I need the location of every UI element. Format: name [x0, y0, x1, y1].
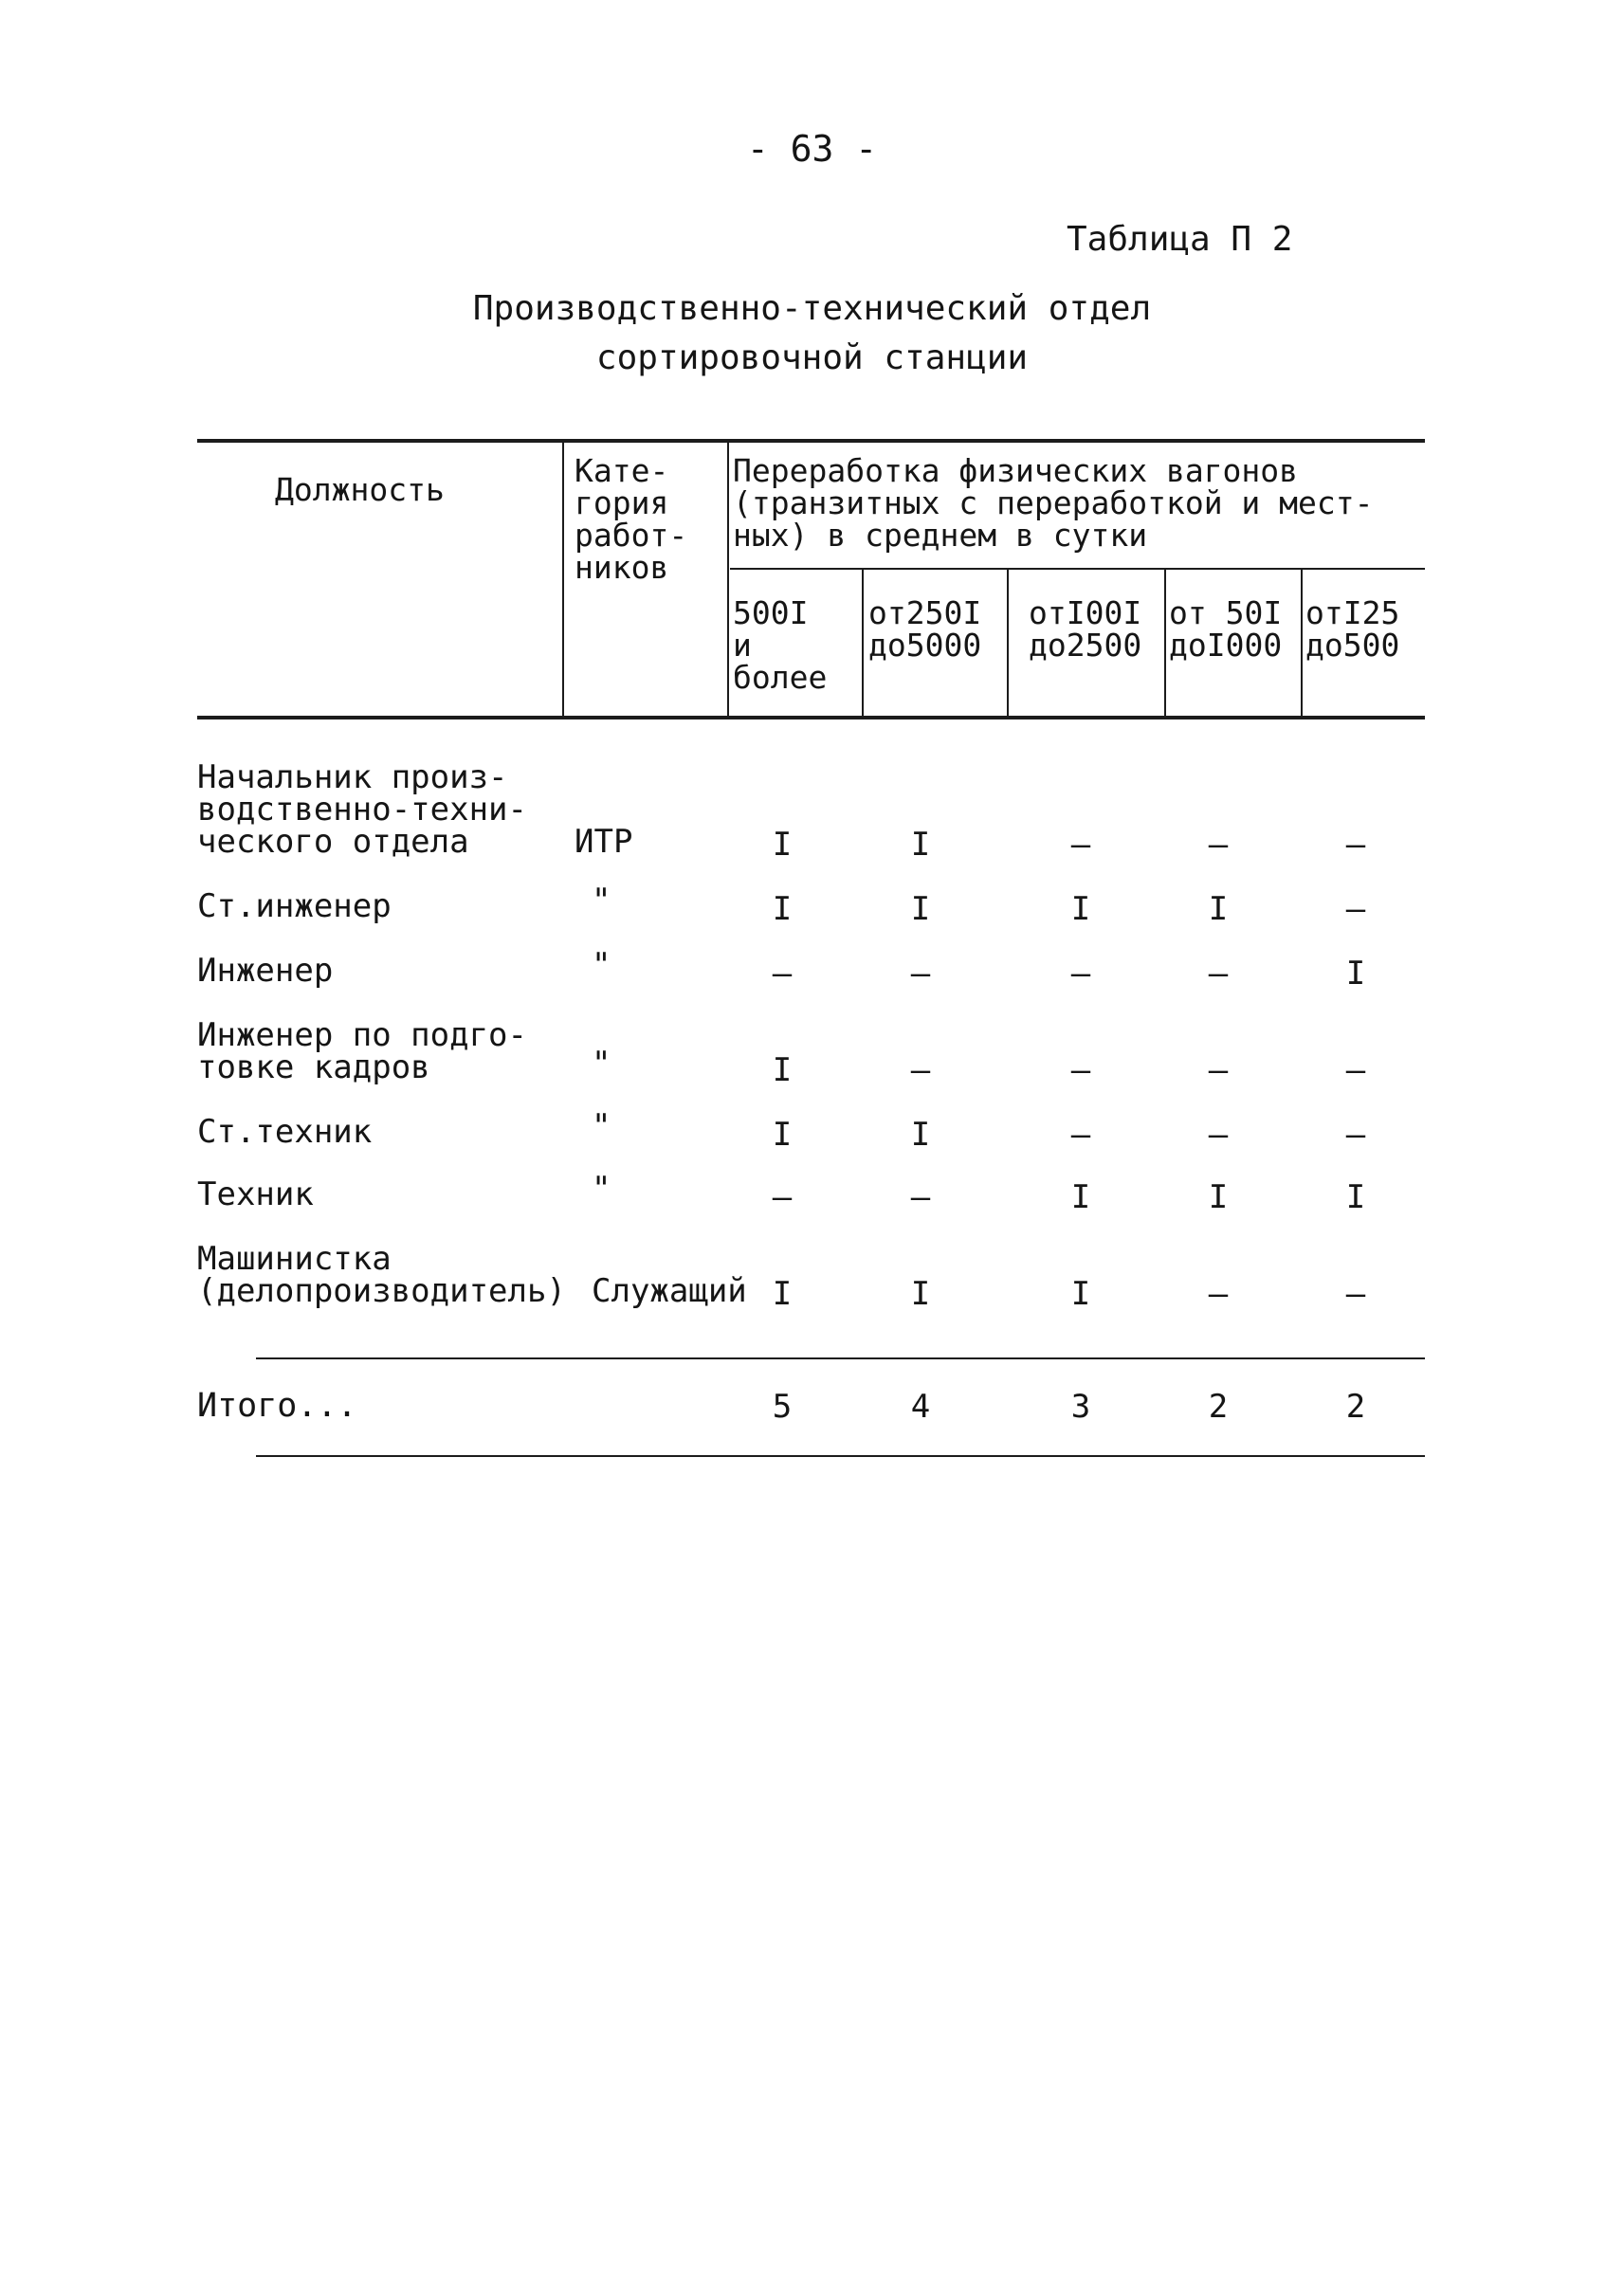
table-title-line-1: Производственно-технический отдел	[472, 289, 1152, 328]
row-value: –	[910, 1051, 931, 1089]
total-top-rule	[256, 1357, 1425, 1359]
row-position: Начальник произ- водственно-техни- ческого отдела	[197, 758, 527, 861]
total-bottom-rule	[256, 1455, 1425, 1457]
row-category: "	[592, 1045, 611, 1083]
total-value: 3	[1070, 1388, 1091, 1426]
row-value: –	[772, 955, 793, 993]
row-value: I	[1070, 890, 1091, 928]
row-value: I	[910, 1116, 931, 1154]
row-value: –	[772, 1178, 793, 1216]
row-value: I	[1345, 955, 1366, 993]
header-sub-3: отI00I до2500	[1029, 594, 1142, 664]
row-category: "	[592, 946, 611, 984]
row-value: –	[1070, 1116, 1091, 1154]
row-value: –	[1345, 1116, 1366, 1154]
header-category: Кате- гория работ- ников	[575, 452, 688, 586]
row-value: –	[1208, 1275, 1229, 1313]
row-category: ИТР	[575, 823, 633, 861]
row-category: Служащий	[592, 1272, 747, 1310]
table-top-rule	[197, 439, 1425, 443]
row-value: I	[1070, 1178, 1091, 1216]
table-title-line-2: сортировочной станции	[595, 338, 1029, 377]
row-position: Инженер по подго- товке кадров	[197, 1016, 527, 1086]
row-value: –	[1208, 1051, 1229, 1089]
row-value: I	[772, 890, 793, 928]
row-value: I	[1070, 1275, 1091, 1313]
row-position: Техник	[197, 1175, 314, 1213]
row-category: "	[592, 1170, 611, 1208]
row-value: –	[1345, 1051, 1366, 1089]
header-sub-2: от250I до5000	[868, 594, 982, 664]
total-value: 2	[1345, 1388, 1366, 1426]
total-value: 4	[910, 1388, 931, 1426]
divider-category-group	[727, 441, 729, 716]
divider-sub-2	[1007, 569, 1009, 716]
row-value: I	[910, 890, 931, 928]
row-value: –	[1070, 955, 1091, 993]
row-category: "	[592, 882, 611, 920]
divider-sub-3	[1164, 569, 1166, 716]
row-value: I	[910, 826, 931, 864]
total-value: 5	[772, 1388, 793, 1426]
row-value: –	[1345, 890, 1366, 928]
row-value: I	[772, 1275, 793, 1313]
row-value: I	[772, 1051, 793, 1089]
row-value: –	[910, 1178, 931, 1216]
total-value: 2	[1208, 1388, 1229, 1426]
divider-sub-4	[1301, 569, 1303, 716]
row-value: –	[1345, 1275, 1366, 1313]
header-sub-5: отI25 до500	[1305, 594, 1400, 664]
page-number: - 63 -	[746, 128, 878, 170]
row-category: "	[592, 1107, 611, 1145]
row-value: I	[910, 1275, 931, 1313]
row-value: –	[1208, 955, 1229, 993]
header-sub-4: от 50I доI000	[1169, 594, 1283, 664]
divider-position-category	[562, 441, 564, 716]
row-value: –	[1345, 826, 1366, 864]
row-position: Инженер	[197, 952, 334, 990]
header-position: Должность	[275, 471, 445, 508]
divider-sub-1	[862, 569, 864, 716]
header-sub-1: 500I и более	[733, 594, 828, 696]
row-value: I	[772, 826, 793, 864]
header-group: Переработка физических вагонов (транзитных с переработкой и мест- ных) в среднем в сутки	[733, 452, 1374, 554]
row-value: –	[910, 955, 931, 993]
row-value: –	[1070, 1051, 1091, 1089]
table-label: Таблица П 2	[1067, 220, 1293, 259]
row-value: I	[1345, 1178, 1366, 1216]
group-header-rule	[730, 568, 1425, 570]
row-value: I	[1208, 1178, 1229, 1216]
row-value: –	[1070, 826, 1091, 864]
row-value: I	[772, 1116, 793, 1154]
row-position: Машинистка (делопроизводитель)	[197, 1240, 566, 1310]
total-label: Итого...	[197, 1387, 357, 1425]
row-value: –	[1208, 1116, 1229, 1154]
row-value: –	[1208, 826, 1229, 864]
header-bottom-rule	[197, 716, 1425, 719]
row-value: I	[1208, 890, 1229, 928]
row-position: Ст.техник	[197, 1113, 373, 1151]
row-position: Ст.инженер	[197, 887, 392, 925]
